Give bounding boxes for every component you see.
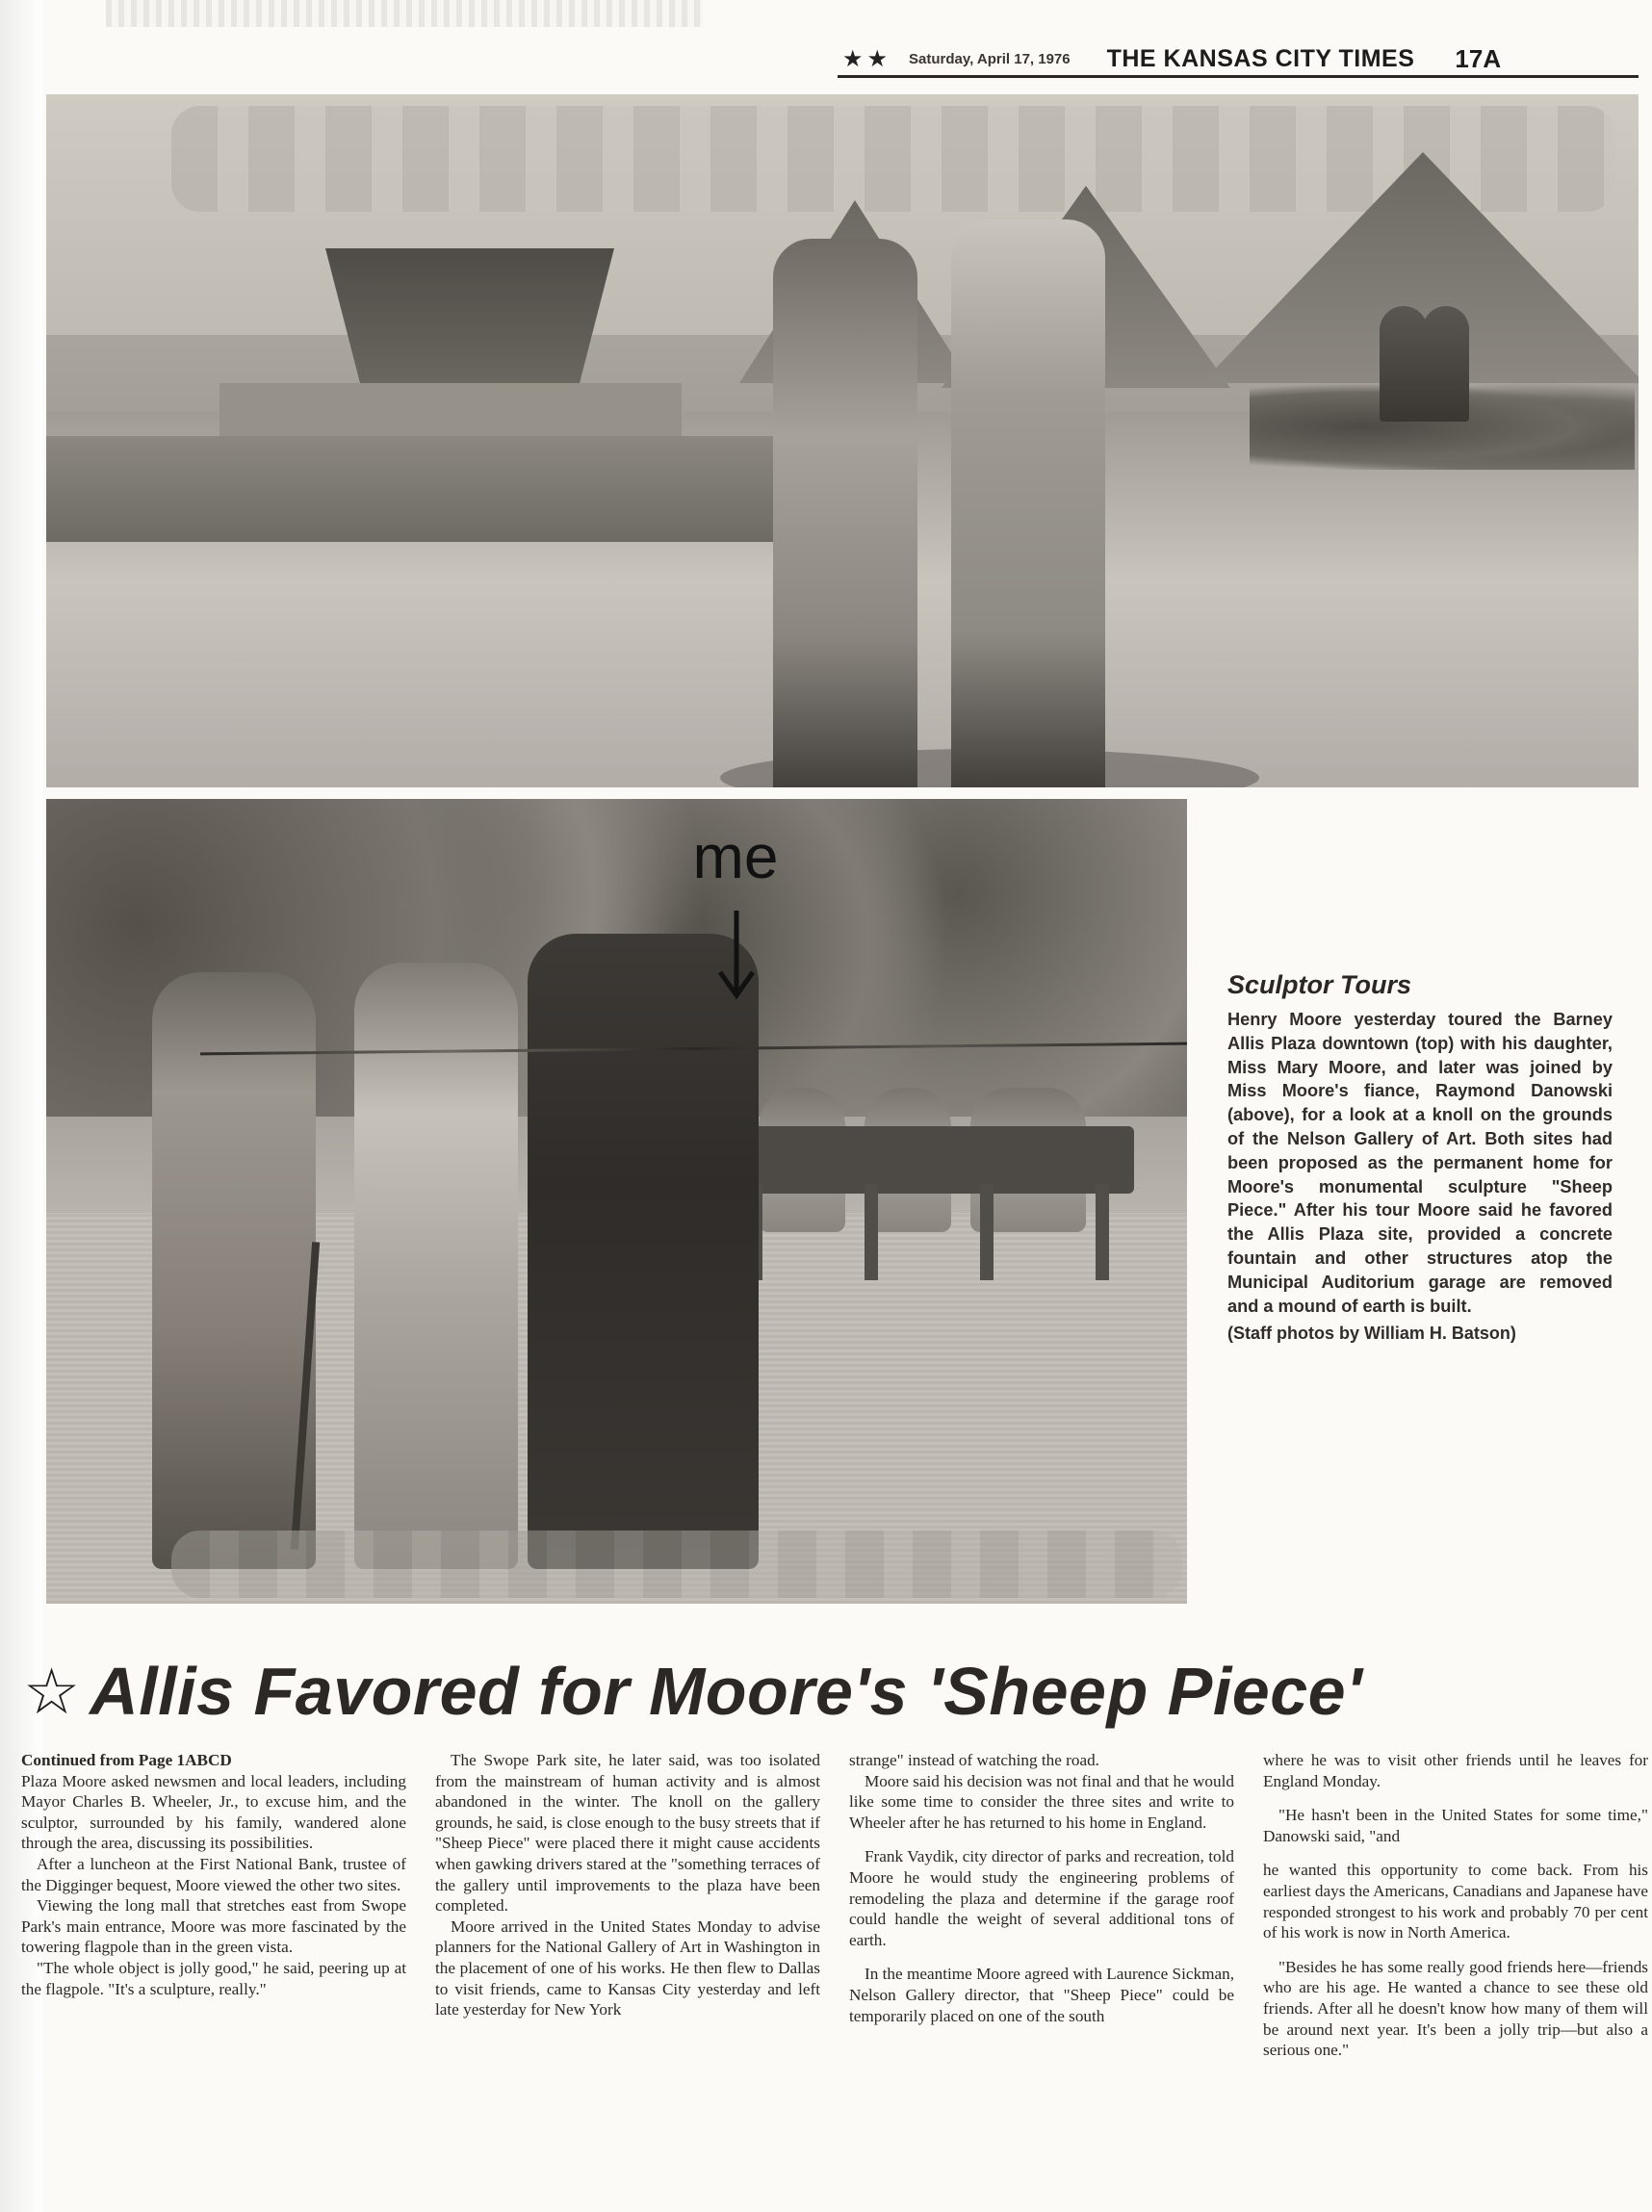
paragraph: Moore arrived in the United States Monday to advise planners for the National Gallery of Art in Washington in the placement of one of his works. He then flew to Dallas to visit friends, came to Kansas City yesterday and left late yesterday for New York bbox=[435, 1916, 820, 2019]
person-figure bbox=[528, 934, 759, 1569]
newspaper-name: THE KANSAS CITY TIMES bbox=[1106, 44, 1415, 72]
article-column bbox=[849, 1750, 1234, 2202]
article-headline bbox=[23, 1648, 1640, 1735]
distant-person bbox=[1380, 306, 1428, 422]
page-number: 17A bbox=[1455, 43, 1502, 73]
paragraph: Moore said his decision was not final and that he would like some time to consider the three sites and write to Wheeler after he has returned to his home in England. bbox=[849, 1771, 1234, 1832]
masthead-rule bbox=[838, 75, 1639, 78]
middle-photo bbox=[46, 799, 1187, 1604]
article-column bbox=[21, 1750, 406, 2202]
person-figure bbox=[773, 239, 917, 787]
plaza-wall bbox=[46, 436, 778, 542]
paragraph: "He hasn't been in the United States for some time," Danowski said, "and bbox=[1263, 1806, 1648, 1845]
paragraph: Viewing the long mall that stretches east from Swope Park's main entrance, Moore was more fascinated by the towering flagpole than in the green vista. bbox=[21, 1896, 406, 1957]
edition-stars: ★★ bbox=[842, 45, 892, 72]
me-annotation: me bbox=[692, 822, 779, 891]
paragraph: "The whole object is jolly good," he said, peering up at the flagpole. "It's a sculpture, really." bbox=[21, 1958, 406, 1998]
distant-person bbox=[1423, 306, 1469, 422]
paragraph: Frank Vaydik, city director of parks and recreation, told Moore he would study the engineering problems of remodeling the plaza and determine if the garage roof could handle the weight of several additional tons of earth. bbox=[849, 1847, 1234, 1949]
paragraph: he wanted this opportunity to come back. From his earliest days the Americans, Canadians and Japanese have responded strongest to his work and probably 70 per cent of his work is now in North America. bbox=[1263, 1861, 1648, 1942]
fountain-bowl bbox=[325, 248, 614, 383]
paragraph: Plaza Moore asked newsmen and local leaders, including Mayor Charles B. Wheeler, Jr., to excuse him, and the sculptor, surrounded by his family, wandered alone through the area, discussing its possibilities. bbox=[21, 1771, 406, 1853]
headline-text: Allis Favored for Moore's 'Sheep Piece' bbox=[90, 1654, 1363, 1729]
picnic-table-legs bbox=[749, 1184, 1115, 1280]
article-column bbox=[1263, 1750, 1648, 2202]
photo-caption bbox=[1227, 970, 1613, 1344]
issue-date: Saturday, April 17, 1976 bbox=[909, 50, 1071, 67]
paragraph: where he was to visit other friends until he leaves for England Monday. bbox=[1263, 1751, 1648, 1790]
article-column bbox=[435, 1750, 820, 2202]
person-figure bbox=[354, 963, 518, 1569]
paragraph: After a luncheon at the First National Bank, trustee of the Digginger bequest, Moore viewed the other two sites. bbox=[21, 1854, 406, 1894]
masthead bbox=[842, 40, 1641, 77]
paragraph: "Besides he has some really good friends here—friends who are his age. He wanted a chance to see these old friends. After all he doesn't know how many of them will be around next year. It's been a jolly trip—but also a serious one." bbox=[1263, 1957, 1648, 2060]
paragraph: In the meantime Moore agreed with Laurence Sickman, Nelson Gallery director, that "Sheep Piece" could be temporarily placed on one of the south bbox=[849, 1965, 1234, 2025]
photo-credit: (Staff photos by William H. Batson) bbox=[1227, 1324, 1516, 1344]
down-arrow-icon bbox=[712, 907, 761, 1003]
bleedthrough-text bbox=[171, 1530, 1182, 1598]
article-body bbox=[21, 1750, 1648, 2202]
star-icon: ☆ bbox=[23, 1656, 81, 1727]
paragraph: strange" instead of watching the road. bbox=[849, 1751, 1099, 1769]
caption-heading: Sculptor Tours bbox=[1227, 970, 1412, 999]
person-figure bbox=[951, 219, 1105, 787]
caption-body: Henry Moore yesterday toured the Barney Allis Plaza downtown (top) with his daughter, Miss Mary Moore, and later was joined by Miss Moore's fiance, Raymond Danowski (above), for a look at a knoll on the grounds of the Nelson Gallery of Art. Both sites had been proposed as the permanent home for Moore's monumental sculpture "Sheep Piece." After his tour Moore said he favored the Allis Plaza site, provided a concrete fountain and other structures atop the Municipal Auditorium garage are removed and a mound of earth is built. bbox=[1227, 1010, 1613, 1316]
print-smudge bbox=[106, 0, 703, 27]
continued-line: Continued from Page 1ABCD bbox=[21, 1751, 232, 1769]
person-figure bbox=[152, 972, 316, 1569]
top-photo bbox=[46, 94, 1639, 787]
paragraph: The Swope Park site, he later said, was too isolated from the mainstream of human activity and is almost abandoned in the winter. The knoll on the gallery grounds, he said, is close enough to the busy streets that if "Sheep Piece" were placed there it might cause accidents when gawking drivers stared at the "something terraces of the gallery until improvements to the plaza have been completed. bbox=[435, 1751, 820, 1916]
